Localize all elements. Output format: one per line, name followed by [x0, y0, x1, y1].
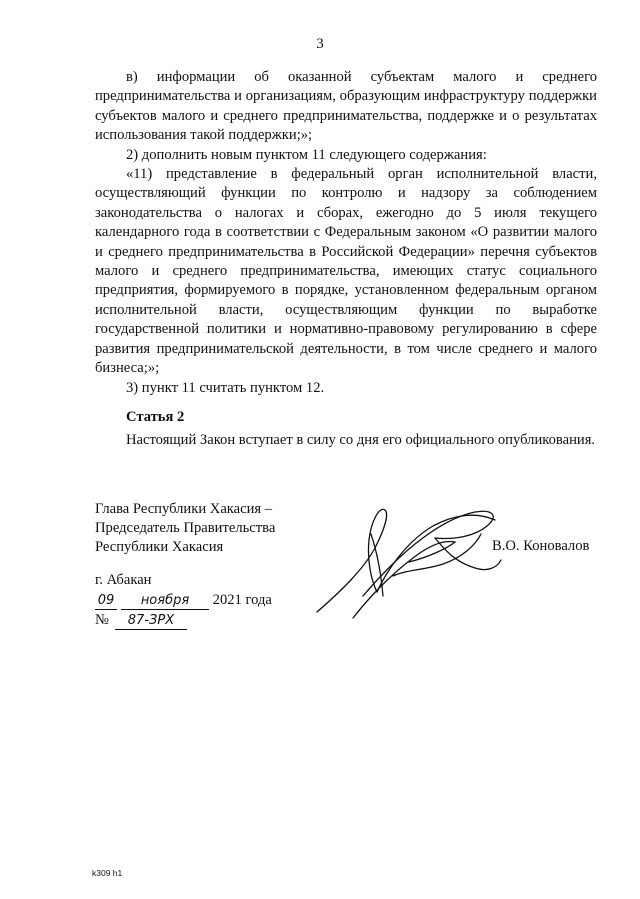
signatory-line-1: Глава Республики Хакасия –: [95, 501, 273, 517]
signatory-title: [95, 500, 275, 557]
article-text: Настоящий Закон вступает в силу со дня его официального опубликования.: [126, 432, 596, 449]
signatory-line-3: Республики Хакасия: [95, 539, 224, 555]
footer-code: k309 h1: [92, 868, 123, 878]
date-month-handwritten: ноября: [121, 593, 209, 610]
number-sign: №: [95, 612, 109, 628]
page-number: 3: [316, 36, 324, 52]
signer-name: В.О. Коновалов: [492, 538, 590, 554]
place-city: г. Абакан: [95, 572, 152, 588]
handwritten-signature: [305, 500, 505, 625]
signing-date: [95, 590, 272, 610]
law-number: [95, 610, 272, 630]
paragraph-add-point-11: 2) дополнить новым пунктом 11 следующего содержания:: [126, 146, 487, 163]
law-body: [95, 68, 597, 451]
place-date-block: [95, 570, 272, 630]
signatory-line-2: Председатель Правительства: [95, 520, 276, 536]
paragraph-point-11-text: «11) представление в федеральный орган исполнительной власти, осуществляющий функции по контролю и надзору за соблюдением законодательства о налогах и сборах, ежегодно до 5 июля текущего календарного года в соответствии с Федеральным законом «О развитии малого и среднего предпринимательства в Российской Федерации» перечня субъектов малого и среднего предпринимательства, имеющих статус социального предприятия, формируемого в порядке, установленном федеральным органом исполнительной власти, осуществляющим функции по выработке государственной политики и нормативно-правовому регулированию в сфере развития предпринимательской деятельности, в том числе среднего и малого бизнеса;»;: [95, 166, 597, 377]
number-handwritten: 87-ЗРХ: [115, 613, 187, 630]
article-heading: Статья 2: [126, 408, 185, 425]
paragraph-renumber: 3) пункт 11 считать пунктом 12.: [126, 379, 325, 396]
paragraph-info-support: в) информации об оказанной субъектам малого и среднего предпринимательства и организациям, образующим инфраструктуру поддержки субъектов малого и среднего предпринимательства, поддержке и о результатах использования такой поддержки;»;: [95, 69, 597, 144]
date-year: 2021 года: [212, 592, 272, 608]
date-day-handwritten: 09: [95, 593, 117, 610]
